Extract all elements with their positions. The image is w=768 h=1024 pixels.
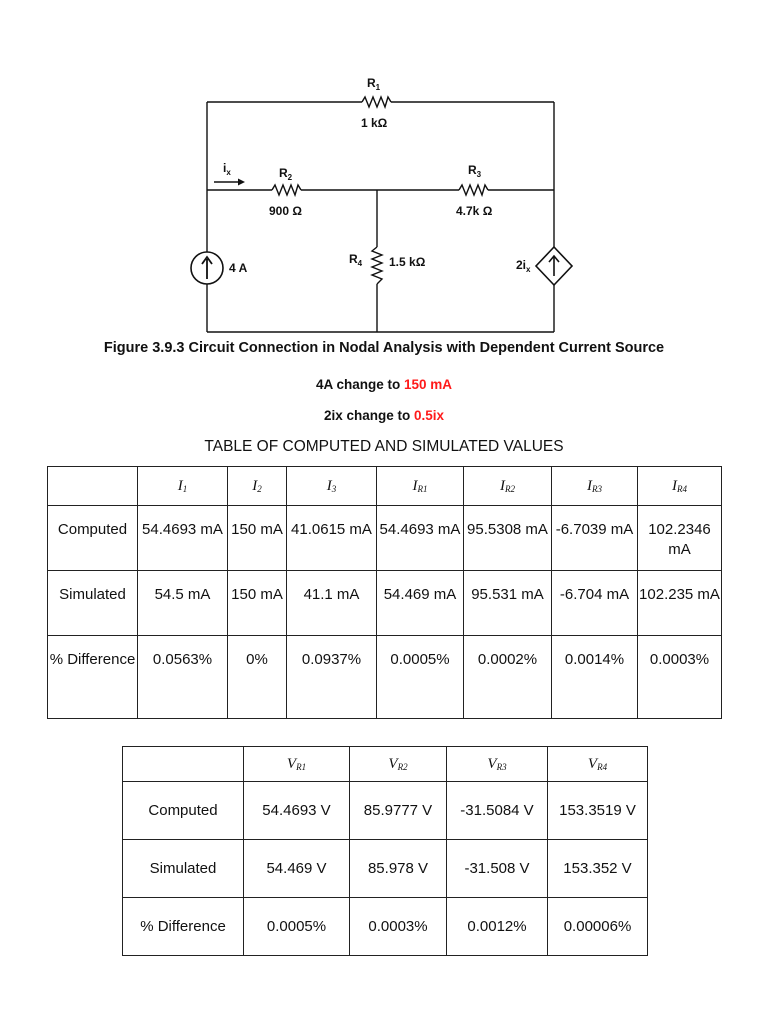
table-cell: 153.3519 V [548,782,648,840]
table-cell: 102.235 mA [638,571,722,636]
r3-value: 4.7k Ω [456,204,493,218]
change-note-2: 2ix change to 0.5ix [323,408,445,423]
table-cell: 0.0005% [244,898,350,956]
table-cell: 85.978 V [350,840,447,898]
header-corner [48,467,138,506]
change-note-1: 4A change to 150 mA [315,377,453,392]
current-source-icon [191,252,223,284]
table-row [123,782,648,840]
column-header: $I_1$ [138,467,228,506]
table-cell: 0.0003% [638,636,722,719]
row-label: Computed [48,506,138,571]
resistor-r4-symbol [372,247,382,284]
table-cell: -6.704 mA [552,571,638,636]
table-cell: 0.0003% [350,898,447,956]
table-cell: 0.0002% [464,636,552,719]
figure-caption: Figure 3.9.3 Circuit Connection in Nodal Analysis with Dependent Current Source [103,340,665,356]
resistor-r2-symbol [272,185,301,195]
table-cell: 41.0615 mA [287,506,377,571]
table-header-row [48,467,722,506]
resistor-r1-symbol [362,97,391,107]
column-header: $V_{R1}$ [244,747,350,782]
current-values-table [47,466,722,719]
table-cell: -6.7039 mA [552,506,638,571]
table-cell: 150 mA [228,571,287,636]
column-header: $I_{R2}$ [464,467,552,506]
row-label: Simulated [123,840,244,898]
row-label: Computed [123,782,244,840]
table-row [123,840,648,898]
table-cell: 85.9777 V [350,782,447,840]
row-label: % Difference [123,898,244,956]
table-cell: 54.4693 mA [377,506,464,571]
row-label: % Difference [48,636,138,719]
table-title: TABLE OF COMPUTED AND SIMULATED VALUES [204,438,564,455]
column-header: $I_{R3}$ [552,467,638,506]
r4-value: 1.5 kΩ [389,255,426,269]
ix-arrow-icon [214,179,245,186]
table-cell: 54.469 mA [377,571,464,636]
dependent-source-label: $2i_x$ [516,258,531,274]
column-header: $I_2$ [228,467,287,506]
table-cell: 0.0012% [447,898,548,956]
ix-label: $i_x$ [223,161,231,177]
column-header: $V_{R2}$ [350,747,447,782]
circuit-diagram [0,0,768,340]
source-label: 4 A [229,261,248,275]
column-header: $I_{R4}$ [638,467,722,506]
table-cell: 0% [228,636,287,719]
column-header: $I_3$ [287,467,377,506]
r4-label: $R_4$ [349,252,363,268]
table-cell: 54.5 mA [138,571,228,636]
table-cell: 0.00006% [548,898,648,956]
column-header: $V_{R3}$ [447,747,548,782]
change-value-2: 0.5ix [414,408,445,423]
r1-label: $R_1$ [367,76,381,92]
table-row [123,898,648,956]
dependent-source-icon [536,247,572,285]
change-value-1: 150 mA [403,377,453,392]
table-cell: 0.0005% [377,636,464,719]
header-corner [123,747,244,782]
column-header: $I_{R1}$ [377,467,464,506]
table-cell: 54.4693 V [244,782,350,840]
table-cell: 41.1 mA [287,571,377,636]
r2-label: $R_2$ [279,166,293,182]
table-row [48,571,722,636]
table-cell: 95.531 mA [464,571,552,636]
table-cell: 54.469 V [244,840,350,898]
table-cell: 102.2346 mA [638,506,722,571]
table-cell: 54.4693 mA [138,506,228,571]
table-row [48,506,722,571]
resistor-r3-symbol [459,185,488,195]
table-header-row [123,747,648,782]
table-cell: 0.0563% [138,636,228,719]
table-cell: 150 mA [228,506,287,571]
circuit-wires [207,102,554,332]
r3-label: $R_3$ [468,163,482,179]
table-cell: -31.5084 V [447,782,548,840]
column-header: $V_{R4}$ [548,747,648,782]
r1-value: 1 kΩ [361,116,388,130]
table-cell: 153.352 V [548,840,648,898]
table-cell: 0.0937% [287,636,377,719]
r2-value: 900 Ω [269,204,302,218]
table-cell: 0.0014% [552,636,638,719]
table-cell: 95.5308 mA [464,506,552,571]
voltage-values-table [122,746,648,956]
table-row [48,636,722,719]
table-cell: -31.508 V [447,840,548,898]
row-label: Simulated [48,571,138,636]
